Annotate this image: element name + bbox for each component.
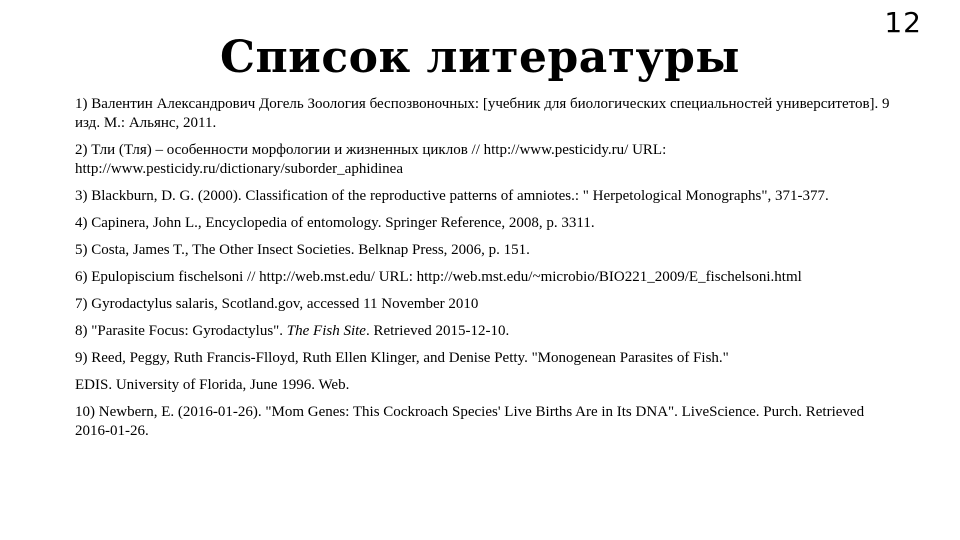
reference-item-7: 7) Gyrodactylus salaris, Scotland.gov, accessed 11 November 2010 <box>75 296 479 312</box>
page-title: Список литературы <box>219 32 741 83</box>
reference-8-italic-title: The Fish Site <box>286 323 366 339</box>
reference-item-9-continued: EDIS. University of Florida, June 1996. Web. <box>75 377 350 393</box>
reference-item-6: 6) Epulopiscium fischelsoni // http://web.mst.edu/ URL: http://web.mst.edu/~microbio/BIO221_2009/E_fischelsoni.html <box>75 269 802 285</box>
reference-list <box>75 95 895 449</box>
reference-8-lead: 8) "Parasite Focus: Gyrodactylus". <box>75 323 287 339</box>
reference-item-4: 4) Capinera, John L., Encyclopedia of entomology. Springer Reference, 2008, p. 3311. <box>75 215 595 231</box>
reference-item-8 <box>75 322 895 341</box>
reference-item-5: 5) Costa, James T., The Other Insect Societies. Belknap Press, 2006, p. 151. <box>75 242 530 258</box>
reference-item-2: 2) Тли (Тля) – особенности морфологии и жизненных циклов // http://www.pesticidy.ru/ URL: http://www.pesticidy.ru/dictionary/suborder_aphidinea <box>75 142 667 177</box>
reference-item-10: 10) Newbern, E. (2016-01-26). "Mom Genes: This Cockroach Species' Live Births Are in Its DNA". LiveScience. Purch. Retrieved 2016-01-26. <box>75 404 865 439</box>
reference-8-tail: . Retrieved 2015-12-10. <box>365 323 510 339</box>
slide-number: 12 <box>884 6 922 39</box>
reference-item-3: 3) Blackburn, D. G. (2000). Classification of the reproductive patterns of amniotes.: " Herpetological Monographs", 371-377. <box>75 188 829 204</box>
reference-item-1: 1) Валентин Александрович Догель Зоология беспозвоночных: [учебник для биологических специальностей университетов]. 9 изд. М.: Альянс, 2011. <box>75 96 890 131</box>
reference-item-9: 9) Reed, Peggy, Ruth Francis-Flloyd, Ruth Ellen Klinger, and Denise Petty. "Monogenean Parasites of Fish." <box>75 350 729 366</box>
